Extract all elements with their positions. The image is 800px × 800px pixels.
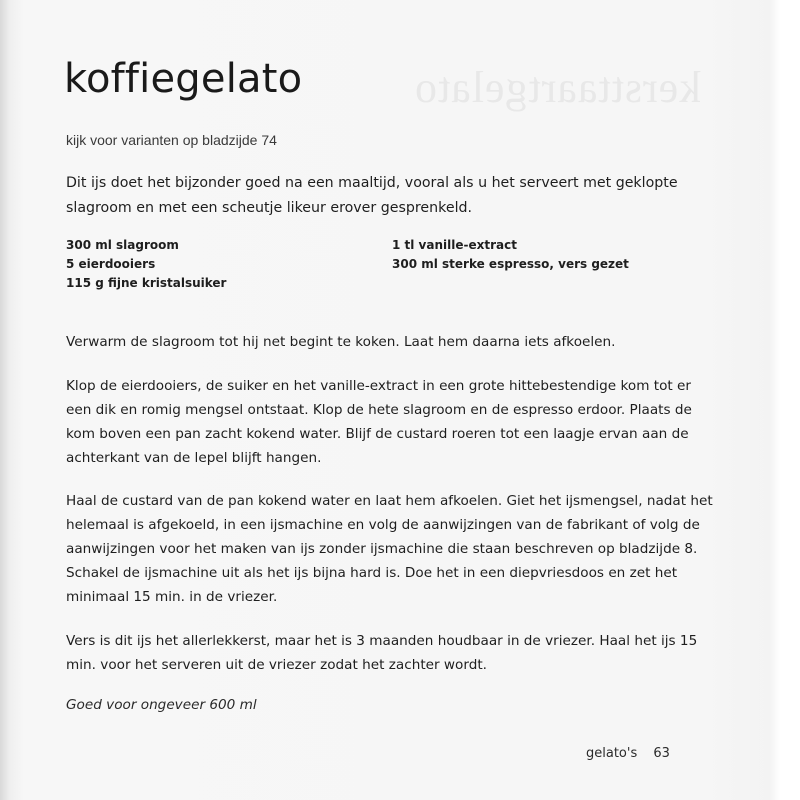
intro-paragraph: Dit ijs doet het bijzonder goed na een maaltijd, vooral als u het serveert met geklopte slagroom en met een scheutje likeur erover gesprenkeld. xyxy=(66,175,678,216)
recipe-title: koffiegelato xyxy=(64,56,303,102)
ingredient-item: 1 tl vanille-extract xyxy=(392,238,517,252)
method-step-3: Haal de custard van de pan kokend water en laat hem afkoelen. Giet het ijsmengsel, nadat het helemaal is afgekoeld, in een ijsmachine en volg de aanwijzingen van de fabrikant of volg de aanwijzingen voor het maken van ijs zonder ijsmachine die staan beschreven op bladzijde 8. Schakel de ijsmachine uit als het ijs bijna hard is. Doe het in een diepvriesdoos en zet het minimaal 15 min. in de vriezer. xyxy=(66,493,713,605)
yield-note: Goed voor ongeveer 600 ml xyxy=(66,697,257,713)
ingredient-item: 115 g fijne kristalsuiker xyxy=(66,276,227,290)
ingredients-left-column xyxy=(66,236,226,293)
method-step-2: Klop de eierdooiers, de suiker en het vanille-extract in een grote hittebestendige kom tot er een dik en romig mengsel ontstaat. Klop de hete slagroom en de espresso erdoor. Plaats de kom boven een pan zacht kokend water. Blijf de custard roeren tot een laagje ervan aan de achterkant van de lepel blijft hangen. xyxy=(66,378,692,466)
method-step-4: Vers is dit ijs het allerlekkerst, maar het is 3 maanden houdbaar in de vriezer. Haal het ijs 15 min. voor het serveren uit de vriezer zodat het zachter wordt. xyxy=(66,633,698,673)
section-name: gelato's xyxy=(586,746,638,761)
ingredient-item: 5 eierdooiers xyxy=(66,257,156,271)
variants-note: kijk voor varianten op bladzijde 74 xyxy=(66,132,277,148)
ingredient-item: 300 ml slagroom xyxy=(66,238,179,252)
page-footer xyxy=(586,746,670,761)
page-number: 63 xyxy=(653,746,670,761)
method-step-1: Verwarm de slagroom tot hij net begint te koken. Laat hem daarna iets afkoelen. xyxy=(66,334,616,350)
ingredient-item: 300 ml sterke espresso, vers gezet xyxy=(392,257,629,271)
show-through-title: kersttaartgelato xyxy=(414,63,702,112)
ingredients-right-column xyxy=(392,236,629,274)
